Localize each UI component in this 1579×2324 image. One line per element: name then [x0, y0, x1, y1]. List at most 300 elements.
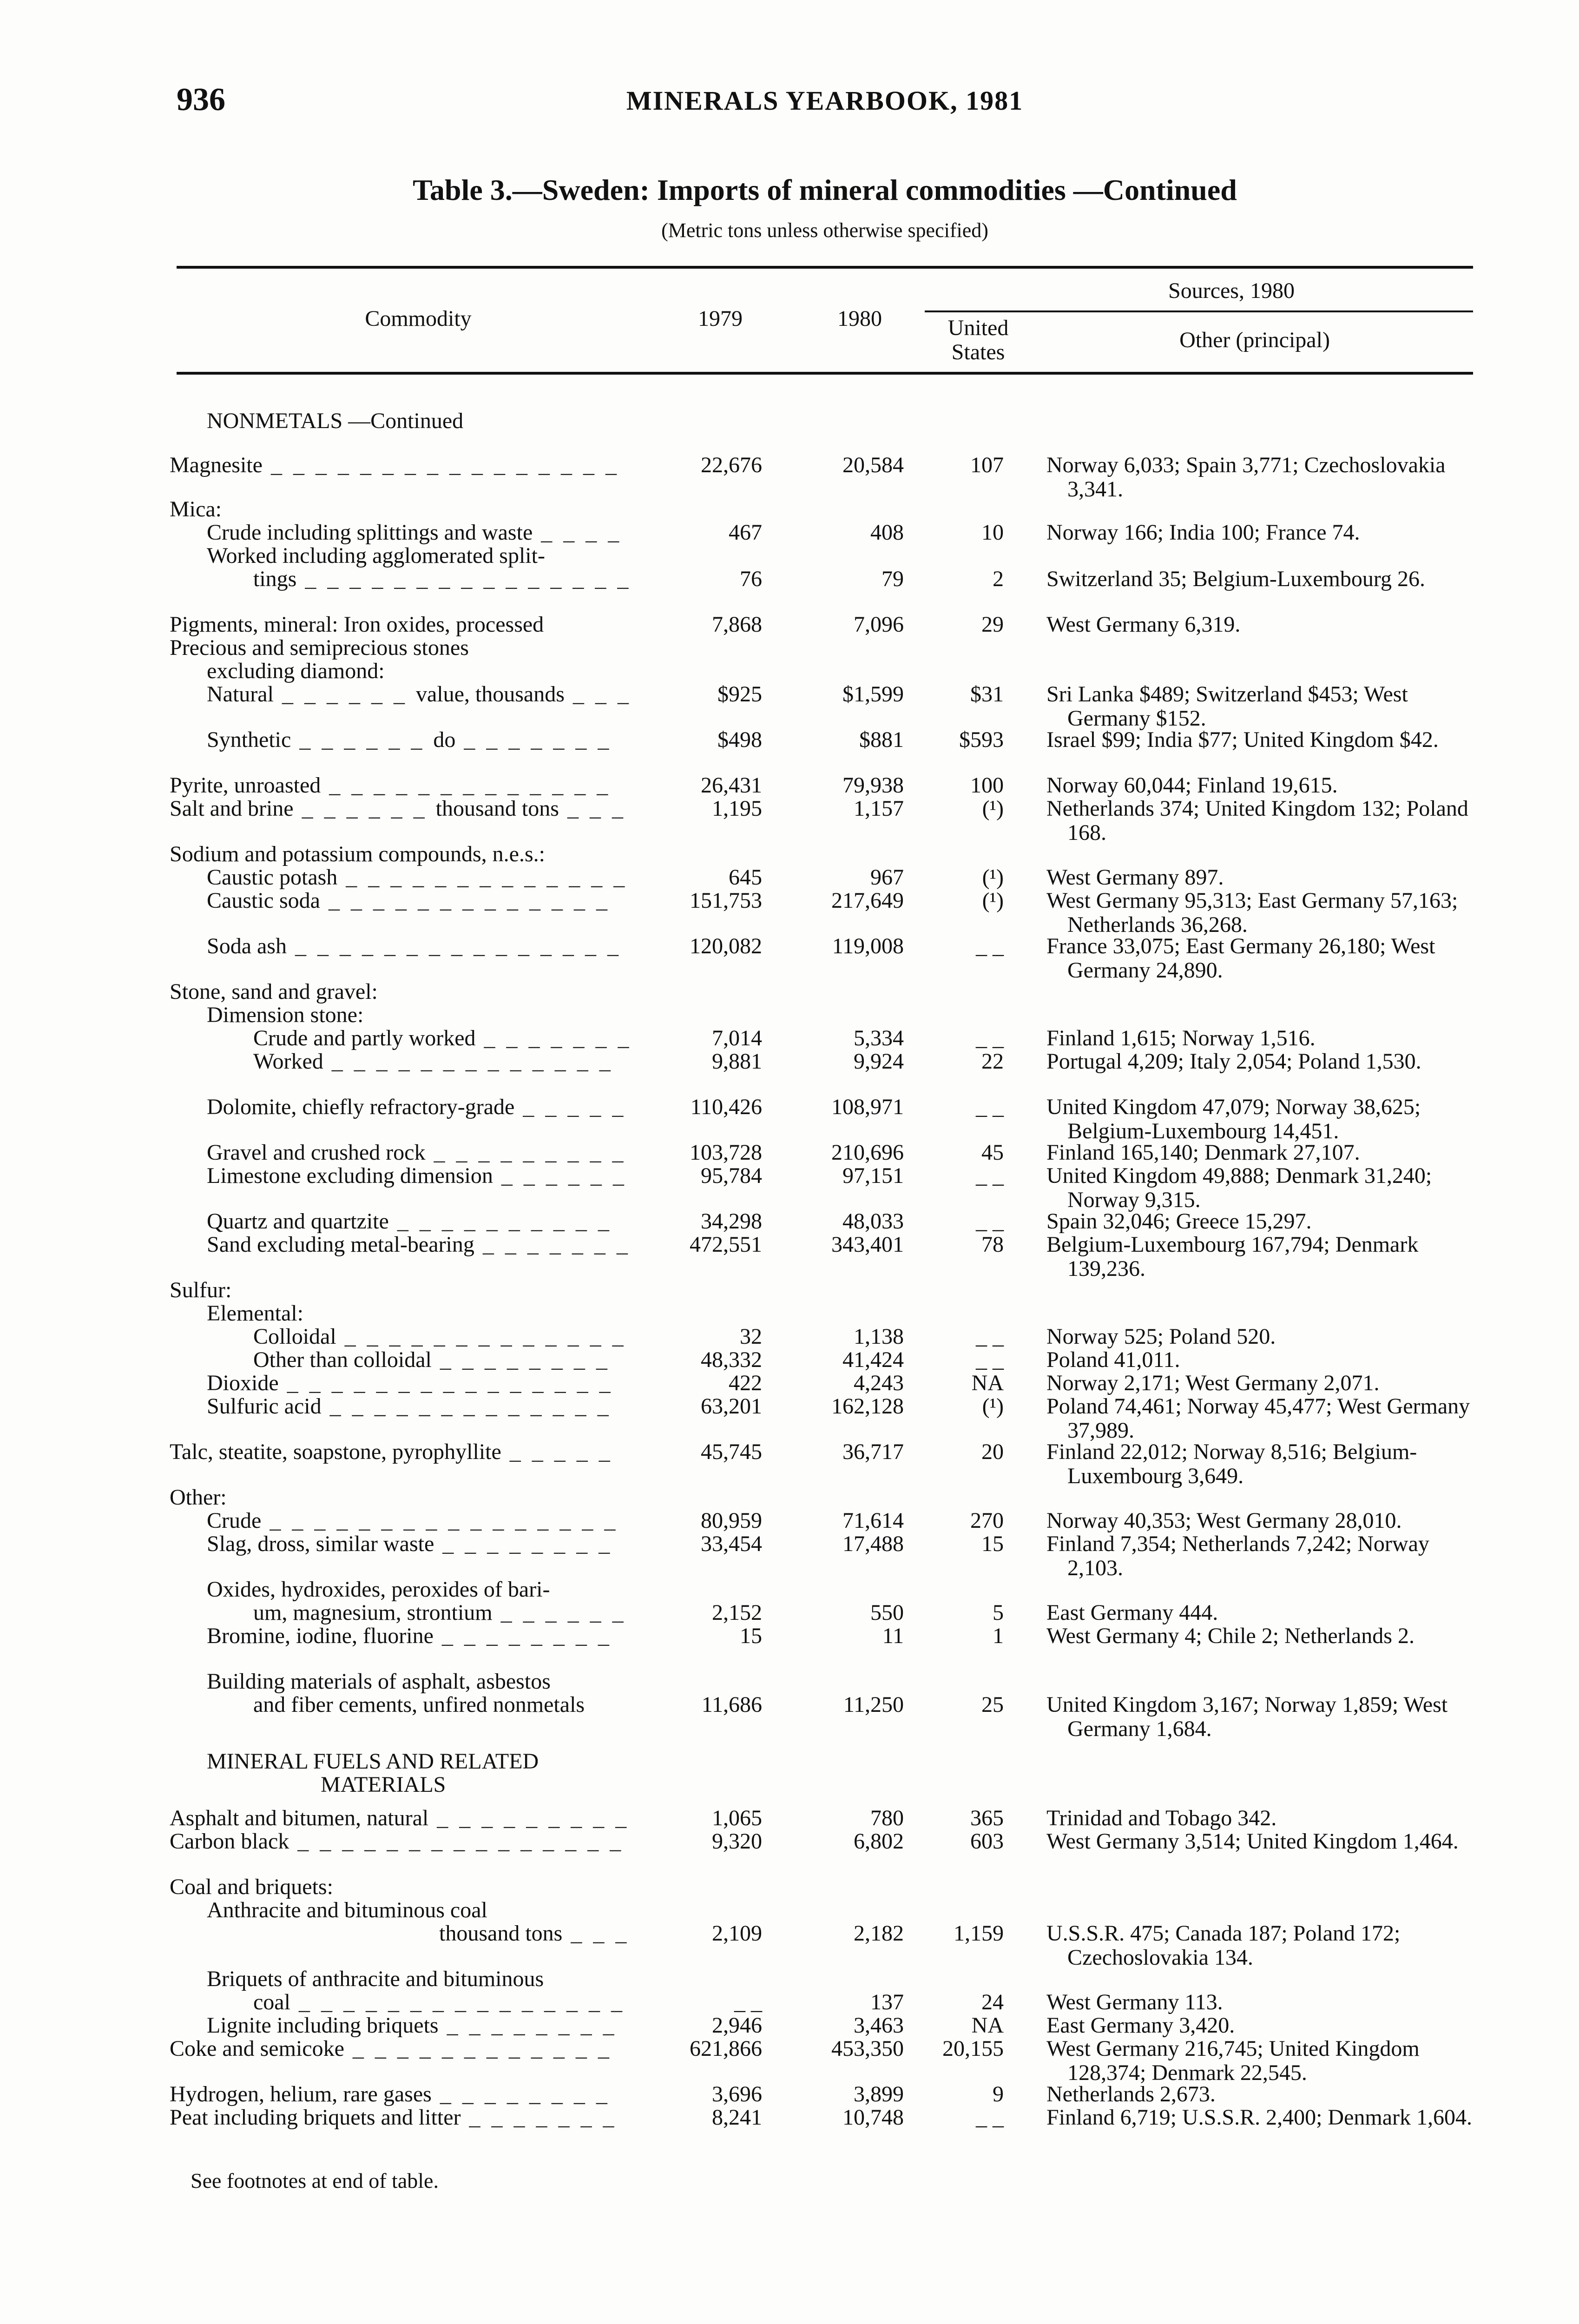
commodity-name: MATERIALS [321, 1772, 446, 1797]
commodity-label [207, 1095, 626, 1119]
value-1980: 119,008 [832, 934, 904, 958]
value-1979: _ _ [734, 1990, 762, 2014]
value-1980: 210,696 [831, 1140, 904, 1165]
value-united-states: 270 [970, 1508, 1004, 1533]
other-sources: United Kingdom 3,167; Norway 1,859; West Germany 1,684. [1046, 1692, 1448, 1741]
other-sources: Sri Lanka $489; Switzerland $453; West Germany $152. [1046, 682, 1408, 731]
value-1980: 967 [870, 865, 904, 890]
leader-dots: _ _ _ _ _ _ _ [475, 1026, 632, 1050]
value-united-states: 1 [993, 1624, 1004, 1648]
running-title: MINERALS YEARBOOK, 1981 [626, 86, 1024, 116]
value-1980: $1,599 [842, 682, 904, 706]
commodity-label [170, 2037, 612, 2061]
other-sources: Norway 60,044; Finland 19,615. [1046, 773, 1338, 798]
commodity-label [207, 521, 622, 545]
value-1979: 11,686 [701, 1692, 762, 1717]
value-1979: 103,728 [690, 1140, 762, 1165]
other-sources: Poland 74,461; Norway 45,477; West Germany 37,989. [1046, 1394, 1470, 1443]
value-1980: 6,802 [854, 1829, 904, 1854]
value-united-states: _ _ [976, 934, 1004, 958]
commodity-name: Limestone excluding dimension [207, 1163, 493, 1188]
other-sources: West Germany 4; Chile 2; Netherlands 2. [1046, 1624, 1415, 1648]
value-united-states: 24 [981, 1990, 1004, 2014]
commodity-name: Stone, sand and gravel: [170, 979, 378, 1004]
leader-dots: _ _ _ _ _ [514, 1095, 626, 1119]
value-united-states: 45 [981, 1140, 1004, 1165]
value-1979: 467 [729, 520, 762, 545]
commodity-label [253, 1990, 625, 2014]
header-us-line1: United [947, 316, 1009, 340]
leader-dots: _ _ _ [559, 796, 626, 821]
leader-dots: _ _ _ _ _ _ _ _ _ _ _ _ _ _ _ _ [262, 453, 619, 477]
commodity-name: Oxides, hydroxides, peroxides of bari- [207, 1577, 550, 1602]
commodity-label [170, 636, 469, 660]
value-united-states: NA [971, 1371, 1004, 1395]
value-1979: 1,195 [712, 796, 762, 821]
value-1980: 550 [870, 1600, 904, 1625]
other-sources: West Germany 3,514; United Kingdom 1,464. [1046, 1829, 1459, 1854]
commodity-name: Crude including splittings and waste [207, 520, 533, 545]
other-sources: East Germany 444. [1046, 1600, 1218, 1625]
commodity-label [207, 728, 612, 752]
value-1979: 33,454 [701, 1532, 762, 1556]
commodity-name: Salt and brine [170, 796, 294, 821]
other-sources: Finland 6,719; U.S.S.R. 2,400; Denmark 1,604. [1046, 2105, 1473, 2130]
value-1980: 10,748 [842, 2105, 904, 2130]
commodity-name: Coal and briquets: [170, 1875, 333, 1899]
value-1979: 2,152 [712, 1600, 762, 1625]
commodity-label [253, 1050, 613, 1074]
other-sources: France 33,075; East Germany 26,180; West Germany 24,890. [1046, 934, 1435, 983]
other-sources: Switzerland 35; Belgium-Luxembourg 26. [1046, 567, 1425, 591]
value-1980: 453,350 [831, 2036, 904, 2061]
commodity-label [207, 1670, 551, 1694]
value-1980: 5,334 [854, 1026, 904, 1050]
commodity-name: Other than colloidal [253, 1347, 432, 1372]
leader-dots: _ _ _ _ _ _ [273, 682, 416, 706]
other-sources: Norway 2,171; West Germany 2,071. [1046, 1371, 1380, 1395]
commodity-name: Crude and partly worked [253, 1026, 476, 1050]
commodity-name: Briquets of anthracite and bituminous [207, 1967, 544, 1991]
commodity-name: Peat including briquets and litter [170, 2105, 461, 2130]
other-sources: Israel $99; India $77; United Kingdom $42. [1046, 727, 1439, 752]
leader-dots: _ _ _ _ _ _ _ [461, 2105, 617, 2130]
leader-dots: _ _ _ _ _ _ _ _ [431, 2082, 610, 2106]
leader-dots: _ _ _ _ _ _ [291, 727, 434, 752]
value-1979: 1,065 [712, 1806, 762, 1830]
value-1979: 76 [740, 567, 762, 591]
value-united-states: 603 [970, 1829, 1004, 1854]
commodity-label [253, 1325, 626, 1349]
commodity-name: Dolomite, chiefly refractory-grade [207, 1095, 515, 1119]
value-united-states: $593 [959, 727, 1004, 752]
other-sources: West Germany 6,319. [1046, 612, 1241, 637]
leader-dots: _ _ _ _ _ _ [492, 1600, 626, 1625]
commodity-name: and fiber cements, unfired nonmetals [253, 1692, 585, 1717]
other-sources: Netherlands 374; United Kingdom 132; Poland 168. [1046, 796, 1468, 845]
value-1979: $498 [717, 727, 762, 752]
commodity-label [207, 865, 627, 890]
commodity-name: Sulfuric acid [207, 1394, 322, 1419]
value-1979: $925 [717, 682, 762, 706]
commodity-name: Magnesite [170, 453, 263, 477]
page-number: 936 [177, 82, 225, 118]
value-united-states: _ _ [976, 1324, 1004, 1349]
commodity-label [207, 1233, 631, 1257]
leader-dots: _ _ _ _ _ _ _ _ _ _ _ _ _ _ _ [278, 1371, 613, 1395]
commodity-label [253, 1348, 610, 1372]
commodity-label [170, 1440, 613, 1464]
value-1980: 97,151 [842, 1163, 904, 1188]
header-1979: 1979 [698, 306, 743, 331]
commodity-label [170, 980, 378, 1004]
leader-dots: _ _ _ _ _ _ _ _ _ _ _ _ _ _ _ [296, 567, 632, 591]
commodity-label [207, 1967, 544, 1991]
commodity-name: Natural [207, 682, 274, 706]
commodity-name: MINERAL FUELS AND RELATED [207, 1749, 539, 1774]
other-sources: Norway 166; India 100; France 74. [1046, 520, 1360, 545]
commodity-label [207, 1141, 626, 1165]
commodity-name: coal [253, 1990, 290, 2014]
value-1979: 34,298 [701, 1209, 762, 1234]
value-1980: 4,243 [854, 1371, 904, 1395]
commodity-name: Gravel and crushed rock [207, 1140, 426, 1165]
value-united-states: _ _ [976, 1026, 1004, 1050]
value-united-states: 9 [993, 2082, 1004, 2106]
value-1980: 3,463 [854, 2013, 904, 2038]
commodity-name: Soda ash [207, 934, 287, 958]
commodity-label [207, 889, 610, 913]
commodity-label [207, 1394, 612, 1419]
commodity-name: Sulfur: [170, 1278, 232, 1302]
commodity-label [170, 2106, 617, 2130]
value-1980: 2,182 [854, 1921, 904, 1946]
other-sources: Norway 40,353; West Germany 28,010. [1046, 1508, 1402, 1533]
commodity-label [207, 934, 621, 958]
other-sources: United Kingdom 49,888; Denmark 31,240; Norway 9,315. [1046, 1163, 1432, 1212]
commodity-label [170, 613, 544, 637]
commodity-label [207, 1578, 550, 1602]
other-sources: West Germany 95,313; East Germany 57,163; Netherlands 36,268. [1046, 888, 1458, 937]
commodity-label [253, 1601, 626, 1625]
commodity-name: Worked including agglomerated split- [207, 543, 545, 568]
value-united-states: 2 [993, 567, 1004, 591]
value-united-states: 10 [981, 520, 1004, 545]
commodity-label [170, 1486, 227, 1510]
value-1979: 63,201 [701, 1394, 762, 1419]
value-1979: 32 [740, 1324, 762, 1349]
value-1980: 71,614 [842, 1508, 904, 1533]
commodity-label [170, 1278, 231, 1302]
value-united-states: _ _ [976, 1347, 1004, 1372]
leader-dots: _ _ _ _ _ _ _ _ _ _ _ _ _ _ _ [289, 1829, 624, 1854]
commodity-label [253, 1026, 632, 1050]
other-sources: Poland 41,011. [1046, 1347, 1180, 1372]
value-united-states: 1,159 [954, 1921, 1004, 1946]
value-1980: 41,424 [842, 1347, 904, 1372]
commodity-name: Talc, steatite, soapstone, pyrophyllite [170, 1439, 501, 1464]
header-commodity: Commodity [365, 306, 472, 331]
commodity-name: Other: [170, 1485, 227, 1510]
leader-dots: _ _ _ _ _ _ _ _ _ [428, 1806, 630, 1830]
commodity-label [207, 1003, 363, 1027]
value-united-states: 15 [981, 1532, 1004, 1556]
commodity-label [207, 1509, 618, 1533]
value-united-states: 78 [981, 1232, 1004, 1257]
commodity-name: Building materials of asphalt, asbestos [207, 1669, 551, 1694]
header-bottom-rule [177, 372, 1473, 375]
header-us-line2: States [951, 340, 1005, 364]
table-subtitle: (Metric tons unless otherwise specified) [661, 219, 988, 242]
commodity-label [207, 544, 545, 568]
value-united-states: 5 [993, 1600, 1004, 1625]
commodity-name: excluding diamond: [207, 659, 385, 683]
leader-dots: _ _ _ _ _ _ _ _ _ _ _ _ _ [321, 773, 611, 798]
leader-dots: _ _ _ _ _ _ _ _ _ _ _ _ [344, 2036, 612, 2061]
other-sources: West Germany 113. [1046, 1990, 1223, 2014]
value-united-states: 22 [981, 1049, 1004, 1074]
commodity-name: Caustic soda [207, 888, 320, 913]
sources-rule [925, 310, 1473, 312]
commodity-name: Lignite including briquets [207, 2013, 439, 2038]
value-united-states: NA [971, 2013, 1004, 2038]
value-united-states: (¹) [982, 1394, 1004, 1419]
unit-label: thousand tons [435, 796, 559, 821]
leader-dots: _ _ _ _ _ _ _ _ _ [425, 1140, 626, 1165]
value-united-states: 100 [970, 773, 1004, 798]
value-1980: 343,401 [831, 1232, 904, 1257]
commodity-label [170, 1829, 624, 1854]
commodity-name: Caustic potash [207, 865, 338, 890]
top-rule [177, 266, 1473, 269]
value-1979: 110,426 [690, 1095, 762, 1119]
leader-dots: _ _ _ _ _ _ [293, 796, 436, 821]
value-1979: 9,320 [712, 1829, 762, 1854]
value-1979: 22,676 [701, 453, 762, 477]
value-1980: 1,157 [854, 796, 904, 821]
commodity-label [207, 1532, 612, 1556]
section-label [207, 409, 463, 433]
unit-label: value, thousands [415, 682, 565, 706]
value-1980: 1,138 [854, 1324, 904, 1349]
value-1980: $881 [859, 727, 904, 752]
commodity-name: Mica: [170, 497, 222, 522]
value-united-states: $31 [970, 682, 1004, 706]
commodity-name: Worked [253, 1049, 323, 1074]
commodity-label [253, 1693, 585, 1717]
value-united-states: _ _ [976, 2105, 1004, 2130]
leader-dots: _ _ _ _ _ _ _ _ _ _ _ _ _ [323, 1049, 613, 1074]
value-united-states: _ _ [976, 1209, 1004, 1234]
other-sources: Finland 7,354; Netherlands 7,242; Norway 2,103. [1046, 1532, 1429, 1580]
value-1980: 79,938 [842, 773, 904, 798]
other-sources: Finland 1,615; Norway 1,516. [1046, 1026, 1316, 1050]
commodity-label [439, 1921, 629, 1946]
leader-dots: _ _ _ [562, 1921, 630, 1946]
commodity-name: Precious and semiprecious stones [170, 635, 469, 660]
commodity-name: Slag, dross, similar waste [207, 1532, 434, 1556]
value-1980: 162,128 [831, 1394, 904, 1419]
commodity-name: Elemental: [207, 1301, 303, 1326]
leader-dots: _ _ _ [564, 682, 632, 706]
commodity-label [170, 2082, 610, 2106]
other-sources: U.S.S.R. 475; Canada 187; Poland 172; Czechoslovakia 134. [1046, 1921, 1401, 1970]
commodity-name: Dioxide [207, 1371, 279, 1395]
commodity-name: Pigments, mineral: Iron oxides, processed [170, 612, 544, 637]
other-sources: Netherlands 2,673. [1046, 2082, 1216, 2106]
value-1979: 2,109 [712, 1921, 762, 1946]
header-sources: Sources, 1980 [1168, 278, 1295, 303]
commodity-label [170, 497, 222, 522]
other-sources: Portugal 4,209; Italy 2,054; Poland 1,530. [1046, 1049, 1421, 1074]
other-sources: Finland 165,140; Denmark 27,107. [1046, 1140, 1360, 1165]
value-1979: 3,696 [712, 2082, 762, 2106]
leader-dots: _ _ _ _ _ _ _ _ _ _ _ _ _ _ _ [290, 1990, 625, 2014]
other-sources: West Germany 216,745; United Kingdom 128,374; Denmark 22,545. [1046, 2036, 1420, 2085]
leader-dots: _ _ _ _ _ [501, 1439, 613, 1464]
commodity-label [170, 1806, 629, 1830]
commodity-label [207, 1164, 627, 1188]
value-united-states: 29 [981, 612, 1004, 637]
value-1979: 45,745 [701, 1439, 762, 1464]
commodity-label [207, 2014, 617, 2038]
value-1980: 780 [870, 1806, 904, 1830]
header-1980: 1980 [837, 306, 882, 331]
commodity-label [207, 659, 385, 683]
other-sources: Spain 32,046; Greece 15,297. [1046, 1209, 1312, 1234]
commodity-name: Dimension stone: [207, 1003, 364, 1027]
value-united-states: 20 [981, 1439, 1004, 1464]
commodity-label [207, 1209, 612, 1234]
commodity-name: Quartz and quartzite [207, 1209, 389, 1234]
table-title: Table 3.—Sweden: Imports of mineral commodities —Continued [413, 173, 1237, 206]
other-sources: Belgium-Luxembourg 167,794; Denmark 139,236. [1046, 1232, 1419, 1281]
commodity-label [170, 842, 545, 866]
value-1979: 151,753 [690, 888, 762, 913]
commodity-name: Anthracite and bituminous coal [207, 1898, 487, 1922]
commodity-name: Sand excluding metal-bearing [207, 1232, 474, 1257]
value-united-states: (¹) [982, 796, 1004, 821]
leader-dots: _ _ _ _ _ _ _ _ _ _ _ _ _ [336, 1324, 626, 1349]
value-1979: 422 [729, 1371, 762, 1395]
value-united-states: 107 [970, 453, 1004, 477]
value-1980: 20,584 [842, 453, 904, 477]
value-1980: 79 [882, 567, 904, 591]
value-1980: 11 [882, 1624, 904, 1648]
commodity-name: Sodium and potassium compounds, n.e.s.: [170, 842, 545, 866]
value-1979: 645 [729, 865, 762, 890]
value-1980: 408 [870, 520, 904, 545]
commodity-label [170, 453, 619, 477]
value-1979: 9,881 [712, 1049, 762, 1074]
value-1980: 108,971 [831, 1095, 904, 1119]
value-1980: 11,250 [843, 1692, 904, 1717]
leader-dots: _ _ _ _ _ _ _ [455, 727, 612, 752]
leader-dots: _ _ _ _ _ _ _ _ _ _ _ _ _ _ _ [286, 934, 621, 958]
other-sources: West Germany 897. [1046, 865, 1224, 890]
leader-dots: _ _ _ _ _ _ _ _ _ _ _ _ _ [320, 888, 610, 913]
commodity-name: tings [253, 567, 297, 591]
commodity-label [170, 1875, 333, 1899]
commodity-name: Colloidal [253, 1324, 336, 1349]
commodity-name: thousand tons [439, 1921, 563, 1946]
value-1979: 80,959 [701, 1508, 762, 1533]
value-1980: 137 [870, 1990, 904, 2014]
value-1979: 95,784 [701, 1163, 762, 1188]
header-other: Other (principal) [1179, 328, 1330, 352]
other-sources: Trinidad and Tobago 342. [1046, 1806, 1277, 1830]
value-1980: 3,899 [854, 2082, 904, 2106]
commodity-name: Asphalt and bitumen, natural [170, 1806, 429, 1830]
commodity-label [207, 1301, 303, 1326]
value-1980: 48,033 [842, 1209, 904, 1234]
commodity-label [207, 1624, 612, 1648]
section-label [321, 1773, 446, 1797]
leader-dots: _ _ _ _ _ _ _ _ [433, 1624, 612, 1648]
value-1980: 36,717 [842, 1439, 904, 1464]
commodity-name: Hydrogen, helium, rare gases [170, 2082, 432, 2106]
other-sources: Norway 6,033; Spain 3,771; Czechoslovakia 3,341. [1046, 453, 1446, 502]
other-sources: East Germany 3,420. [1046, 2013, 1235, 2038]
commodity-name: Crude [207, 1508, 262, 1533]
value-1980: 7,096 [854, 612, 904, 637]
other-sources: Finland 22,012; Norway 8,516; Belgium-Luxembourg 3,649. [1046, 1439, 1417, 1488]
commodity-label [207, 682, 632, 706]
value-united-states: 25 [981, 1692, 1004, 1717]
value-1979: 621,866 [690, 2036, 762, 2061]
value-1979: 2,946 [712, 2013, 762, 2038]
unit-label: do [433, 727, 456, 752]
value-1979: 7,868 [712, 612, 762, 637]
value-1979: 26,431 [701, 773, 762, 798]
commodity-label [170, 797, 626, 821]
commodity-name: Synthetic [207, 727, 291, 752]
leader-dots: _ _ _ _ _ _ _ _ _ _ _ _ _ [321, 1394, 612, 1419]
commodity-name: Pyrite, unroasted [170, 773, 321, 798]
commodity-label [207, 1371, 613, 1395]
commodity-name: Carbon black [170, 1829, 289, 1854]
leader-dots: _ _ _ _ _ _ _ _ _ _ [388, 1209, 612, 1234]
value-1979: 15 [740, 1624, 762, 1648]
leader-dots: _ _ _ _ _ _ _ _ [434, 1532, 613, 1556]
value-1980: 9,924 [854, 1049, 904, 1074]
commodity-name: Bromine, iodine, fluorine [207, 1624, 434, 1648]
leader-dots: _ _ _ _ _ _ _ _ _ _ _ _ _ _ _ _ [261, 1508, 618, 1533]
commodity-label [253, 567, 631, 591]
section-label [207, 1750, 539, 1774]
leader-dots: _ _ _ _ _ _ _ _ [431, 1347, 610, 1372]
other-sources: Norway 525; Poland 520. [1046, 1324, 1276, 1349]
leader-dots: _ _ _ _ _ _ _ [474, 1232, 631, 1257]
value-1979: 7,014 [712, 1026, 762, 1050]
value-united-states: (¹) [982, 865, 1004, 890]
footnote: See footnotes at end of table. [191, 2169, 439, 2192]
commodity-label [207, 1898, 487, 1922]
commodity-label [170, 773, 611, 798]
value-united-states: _ _ [976, 1095, 1004, 1119]
value-1979: 48,332 [701, 1347, 762, 1372]
value-1979: 120,082 [690, 934, 762, 958]
leader-dots: _ _ _ _ _ _ [493, 1163, 627, 1188]
value-1979: 8,241 [712, 2105, 762, 2130]
value-united-states: (¹) [982, 888, 1004, 913]
leader-dots: _ _ _ _ _ _ _ _ [438, 2013, 617, 2038]
value-united-states: _ _ [976, 1163, 1004, 1188]
leader-dots: _ _ _ _ [533, 520, 622, 545]
commodity-name: NONMETALS —Continued [207, 409, 464, 433]
commodity-name: Coke and semicoke [170, 2036, 344, 2061]
value-1980: 17,488 [842, 1532, 904, 1556]
